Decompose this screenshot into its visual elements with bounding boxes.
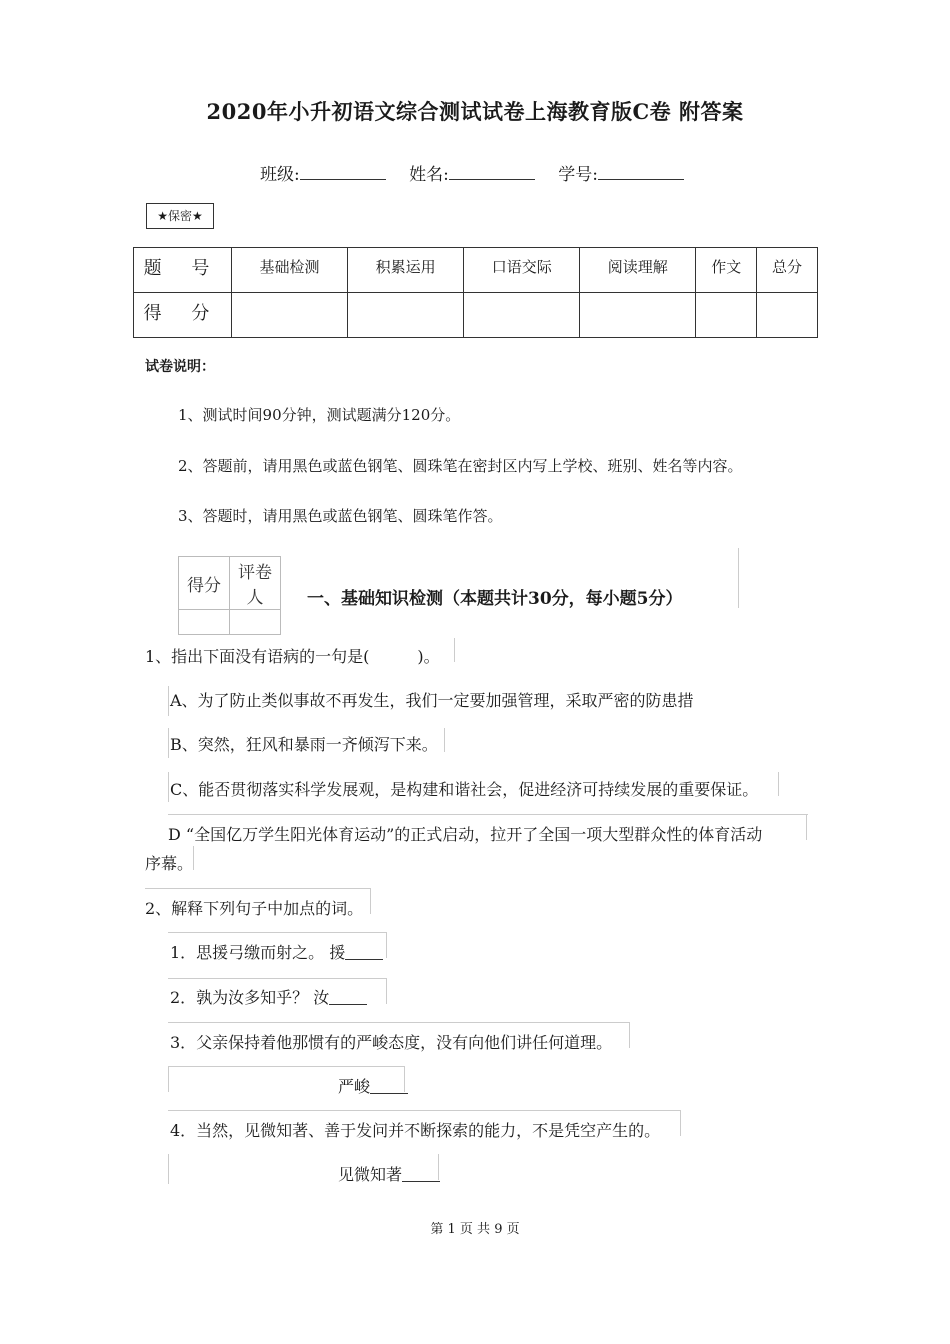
section-heading: 一、基础知识检测（本题共计30分，每小题5分） [307,589,683,609]
grader-name-cell[interactable] [230,610,281,635]
page-footer: 第 1 页 共 9 页 [430,1222,520,1237]
student-info [260,160,702,185]
question-1-stem: 1、指出下面没有语病的一句是( )。 [145,647,440,666]
col-accumulate: 积累运用 [348,248,464,293]
name-field[interactable] [449,165,535,180]
divider [168,686,169,716]
score-cell[interactable] [232,293,348,338]
col-basic: 基础检测 [232,248,348,293]
option-a: A、为了防止类似事故不再发生，我们一定要加强管理，采取严密的防患措 [170,691,694,710]
divider [168,1066,169,1092]
sub-question-1-text: 1．思援弓缴而射之。 援 [170,943,346,962]
col-oral: 口语交际 [464,248,580,293]
grader-score-cell[interactable] [179,610,230,635]
col-essay: 作文 [696,248,757,293]
divider [168,814,808,815]
question-2-stem: 2、解释下列句子中加点的词。 [145,899,364,918]
divider [193,846,194,870]
divider [370,888,371,914]
score-cell[interactable] [464,293,580,338]
grader-name-label: 评卷人 [230,557,281,610]
divider [168,1154,169,1184]
sub-question-3: 3．父亲保持着他那惯有的严峻态度，没有向他们讲任何道理。 [170,1033,613,1052]
id-label: 学号: [558,165,599,185]
divider [168,978,386,979]
class-field[interactable] [300,165,386,180]
divider [168,728,169,758]
option-d-line2: 序幕。 [145,854,194,873]
divider [168,772,169,802]
divider [444,728,445,752]
answer-line[interactable] [402,1169,440,1182]
sub-question-3-word-text: 严峻 [338,1077,371,1096]
sub-question-4: 4．当然，见微知著、善于发问并不断探索的能力，不是凭空产生的。 [170,1121,661,1140]
divider [738,548,739,608]
secret-badge: ★保密★ [146,203,214,229]
score-cell[interactable] [348,293,464,338]
grader-score-label: 得分 [179,557,230,610]
name-label: 姓名: [409,165,449,185]
divider [168,1066,404,1067]
sub-question-3-word [338,1074,408,1097]
answer-line[interactable] [329,992,367,1005]
option-c: C、能否贯彻落实科学发展观，是构建和谐社会，促进经济可持续发展的重要保证。 [170,780,759,799]
divider [454,638,455,662]
answer-line[interactable] [345,947,383,960]
divider [680,1110,681,1136]
divider [629,1022,630,1048]
score-header-row [134,248,818,293]
divider [404,1066,405,1092]
score-cell[interactable] [580,293,696,338]
grader-box [178,556,281,635]
col-reading: 阅读理解 [580,248,696,293]
note-item: 3、答题时，请用黑色或蓝色钢笔、圆珠笔作答。 [178,507,503,525]
sub-question-4-word-text: 见微知著 [338,1165,403,1184]
divider [168,1022,629,1023]
col-total: 总分 [757,248,818,293]
sub-question-1 [170,940,383,963]
divider [438,1154,439,1180]
notes-title: 试卷说明： [145,359,215,375]
divider [168,1110,680,1111]
score-cell[interactable] [757,293,818,338]
divider [145,888,370,889]
score-value-row [134,293,818,338]
answer-line[interactable] [370,1081,408,1094]
row-head-number: 题 号 [134,248,232,293]
score-table [133,247,818,338]
divider [386,932,387,958]
divider [778,772,779,796]
option-b: B、突然，狂风和暴雨一齐倾泻下来。 [170,735,438,754]
option-d-line1: D “全国亿万学生阳光体育运动”的正式启动，拉开了全国一项大型群众性的体育活动 [168,825,763,844]
page-title: 2020年小升初语文综合测试试卷上海教育版C卷 附答案 [206,99,744,124]
divider [168,932,386,933]
score-cell[interactable] [696,293,757,338]
sub-question-2 [170,985,367,1008]
divider [806,814,807,840]
id-field[interactable] [598,165,684,180]
sub-question-2-text: 2．孰为汝多知乎？ 汝 [170,988,330,1007]
note-item: 2、答题前，请用黑色或蓝色钢笔、圆珠笔在密封区内写上学校、班别、姓名等内容。 [178,457,743,475]
sub-question-4-word [338,1162,440,1185]
divider [386,978,387,1004]
row-head-score: 得 分 [134,293,232,338]
note-item: 1、测试时间90分钟，测试题满分120分。 [178,406,461,424]
class-label: 班级: [260,165,300,185]
